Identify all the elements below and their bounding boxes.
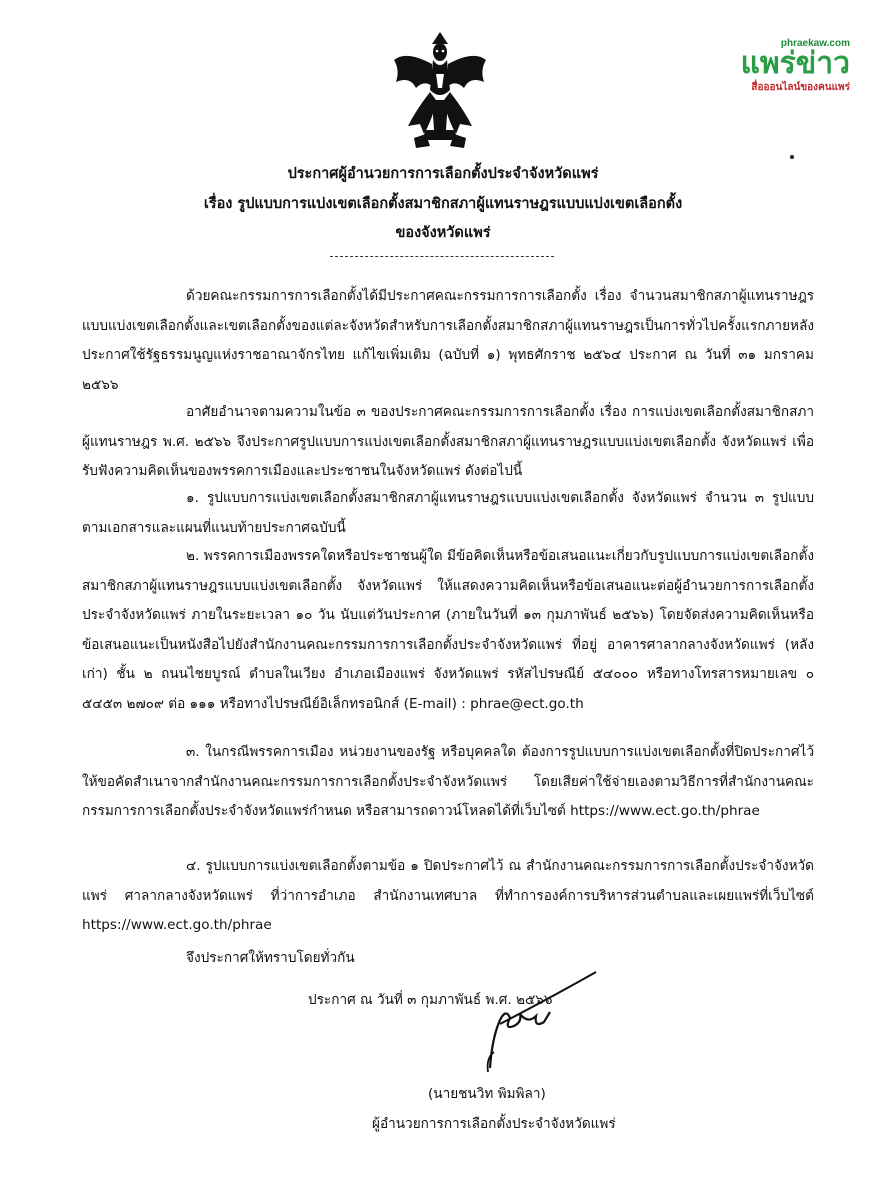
brand-watermark [710, 38, 850, 95]
paragraph-intro: ด้วยคณะกรรมการการเลือกตั้งได้มีประกาศคณะกรรมการการเลือกตั้ง เรื่อง จำนวนสมาชิกสภาผู้แทนราษฎรแบบแบ่งเขตเลือกตั้งและเขตเลือกตั้งของแต่ละจังหวัดสำหรับการเลือกตั้งสมาชิกสภาผู้แทนราษฎรเป็นการทั่วไปครั้งแรกภายหลังประกาศใช้รัฐธรรมนูญแห่งราชอาณาจักรไทย แก้ไขเพิ่มเติม (ฉบับที่ ๑) พุทธศักราช ๒๕๖๔ ประกาศ ณ วันที่ ๓๑ มกราคม ๒๕๖๖ [82, 288, 814, 393]
closing-line: จึงประกาศให้ทราบโดยทั่วกัน [186, 950, 355, 966]
heading-line-2: เรื่อง รูปแบบการแบ่งเขตเลือกตั้งสมาชิกสภาผู้แทนราษฎรแบบแบ่งเขตเลือกตั้ง [203, 196, 683, 212]
paragraph-item-3: ๓. ในกรณีพรรคการเมือง หน่วยงานของรัฐ หรือบุคคลใด ต้องการรูปแบบการแบ่งเขตเลือกตั้งที่ปิดประกาศไว้ ให้ขอคัดสำเนาจากสำนักงานคณะกรรมการการเลือกตั้งประจำจังหวัดแพร่ โดยเสียค่าใช้จ่ายเองตามวิธีการที่สำนักงานคณะกรรมการการเลือกตั้งประจำจังหวัดแพร่กำหนด หรือสามารถดาวน์โหลดได้ที่เว็บไซต์ https://www.ect.go.th/phrae [82, 744, 814, 819]
signer-title: ผู้อำนวยการการเลือกตั้งประจำจังหวัดแพร่ [372, 1116, 616, 1132]
paragraph-item-2: ๒. พรรคการเมืองพรรคใดหรือประชาชนผู้ใด มีข้อคิดเห็นหรือข้อเสนอแนะเกี่ยวกับรูปแบบการแบ่งเขตเลือกตั้งสมาชิกสภาผู้แทนราษฎรแบบแบ่งเขตเลือกตั้ง จังหวัดแพร่ ให้แสดงความคิดเห็นหรือข้อเสนอแนะต่อผู้อำนวยการการเลือกตั้งประจำจังหวัดแพร่ ภายในระยะเวลา ๑๐ วัน นับแต่วันประกาศ (ภายในวันที่ ๑๓ กุมภาพันธ์ ๒๕๖๖) โดยจัดส่งความคิดเห็นหรือข้อเสนอแนะเป็นหนังสือไปยังสำนักงานคณะกรรมการการเลือกตั้งประจำจังหวัดแพร่ ที่อยู่ อาคารศาลากลางจังหวัดแพร่ (หลังเก่า) ชั้น ๒ ถนนไชยบูรณ์ ตำบลในเวียง อำเภอเมืองแพร่ จังหวัดแพร่ รหัสไปรษณีย์ ๕๔๐๐๐ หรือทางโทรสารหมายเลข ๐ ๕๔๕๓ ๒๗๐๙ ต่อ ๑๑๑ หรือทางไปรษณีย์อิเล็กทรอนิกส์ (E-mail) : phrae@ect.go.th [82, 548, 814, 712]
brand-site: phraekaw.com [780, 38, 850, 49]
paragraph-authority: อาศัยอำนาจตามความในข้อ ๓ ของประกาศคณะกรรมการการเลือกตั้ง เรื่อง การแบ่งเขตเลือกตั้งสมาชิกสภาผู้แทนราษฎร พ.ศ. ๒๕๖๖ จึงประกาศรูปแบบการแบ่งเขตเลือกตั้งสมาชิกสภาผู้แทนราษฎรแบบแบ่งเขตเลือกตั้ง จังหวัดแพร่ เพื่อรับฟังความคิดเห็นของพรรคการเมืองและประชาชนในจังหวัดแพร่ ดังต่อไปนี้ [82, 404, 814, 479]
paragraph-item-4: ๔. รูปแบบการแบ่งเขตเลือกตั้งตามข้อ ๑ ปิดประกาศไว้ ณ สำนักงานคณะกรรมการการเลือกตั้งประจำจังหวัดแพร่ ศาลากลางจังหวัดแพร่ ที่ว่าการอำเภอ สำนักงานเทศบาล ที่ทำการองค์การบริหารส่วนตำบลและเผยแพร่ที่เว็บไซต์ https://www.ect.go.th/phrae [82, 858, 814, 933]
heading-divider [330, 256, 554, 257]
brand-name: แพร่ข่าว [740, 46, 850, 81]
stray-dot [790, 155, 794, 159]
signer-name: (นายชนวิท พิมพิลา) [428, 1086, 546, 1102]
paragraph-item-1: ๑. รูปแบบการแบ่งเขตเลือกตั้งสมาชิกสภาผู้แทนราษฎรแบบแบ่งเขตเลือกตั้ง จังหวัดแพร่ จำนวน ๓ รูปแบบ ตามเอกสารและแผนที่แนบท้ายประกาศฉบับนี้ [82, 490, 814, 536]
brand-tagline: สื่อออนไลน์ของคนแพร่ [751, 82, 850, 93]
heading-line-3: ของจังหวัดแพร่ [395, 225, 491, 241]
garuda-emblem-icon [386, 30, 494, 150]
announcement-date: ประกาศ ณ วันที่ ๓ กุมภาพันธ์ พ.ศ. ๒๕๖๖ [308, 992, 553, 1008]
handwritten-signature [470, 968, 600, 1078]
heading-line-1: ประกาศผู้อำนวยการการเลือกตั้งประจำจังหวัดแพร่ [287, 166, 599, 182]
